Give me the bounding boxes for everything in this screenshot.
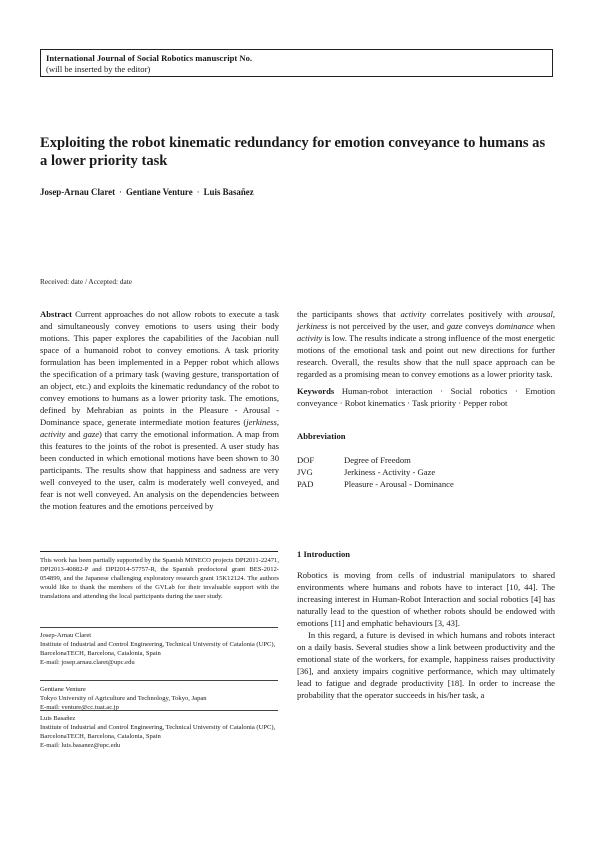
keywords-label: Keywords (297, 386, 335, 396)
abbreviation-row: DOF Degree of Freedom (297, 455, 411, 465)
keywords-text: Human-robot interaction · Social robotics · Emotion conveyance · Robot kinematics · Task priority · Pepper robot (297, 386, 555, 408)
author-address-3: Luis Basañez Institute of Industrial and Control Engineering, Technical University of Catalonia (UPC), BarcelonaTECH, Barcelona, Catalonia, Spain E-mail: luis.basanez@upc.edu (40, 715, 276, 749)
footnote-rule (40, 551, 278, 552)
journal-header-box (40, 49, 553, 77)
intro-paragraph-1: Robotics is moving from cells of industrial manipulators to shared environments where humans and robots have to interact [10, 44]. The increasing interest in Human-Robot Interaction and social robotics [4] has naturally lead to the question of whether robots should be endowed with emotions [11] and emphatic behaviours [3, 43]. (297, 570, 555, 628)
author-2: Gentiane Venture (126, 187, 193, 197)
left-column (40, 308, 279, 512)
author-separator: · (119, 187, 122, 197)
author-3: Luis Basañez (203, 187, 254, 197)
abstract-continuation: the participants shows that activity correlates positively with arousal, jerkiness is not perceived by the user, and gaze conveys dominance when activity is low. The results indicate a strong influence of the most energetic motions of the emotional task and point out new directions for further research. Overall, the results show that the null space approach can be regarded as a promising mean to convey emotions as a lower priority task. (297, 309, 556, 379)
abbreviation-row: PAD Pleasure - Arousal - Dominance (297, 479, 454, 489)
abbreviation-row: JVG Jerkiness - Activity - Gaze (297, 467, 436, 477)
abbreviation-heading: Abbreviation (297, 431, 346, 441)
journal-note: (will be inserted by the editor) (46, 64, 151, 74)
funding-footnote: This work has been partially supported by the Spanish MINECO projects DPI2011-22471, DPI2013-40882-P and DPI2014-57757-R, the Spanish predoctoral grant BES-2012-054899, and the Japanese challenging exploratory research grant 15K12124. The authors would like to thank the members of the GVLab for their invaluable support with the translations and attending the local participants during the user study. (40, 557, 279, 600)
author-address-2: Gentiane Venture Tokyo University of Agriculture and Technology, Tokyo, Japan E-mail: venture@cc.tuat.ac.jp (40, 686, 207, 711)
intro-paragraph-2: In this regard, a future is devised in which humans and robots interact on a daily basis. Several studies show a link between productivity and the emotional state of the workers, for example, happiness raises productivity [36], and anxiety impairs cognitive performance, which may ultimately lead to fatigue and degrade productivity [18]. In order to increase the probability that the operator succeeds in his/her task, a (297, 630, 555, 700)
address-divider (40, 680, 278, 681)
abstract-paragraph: Abstract Current approaches do not allow robots to execute a task and simultaneously convey emotions to users using their body motions. This paper explores the capabilities of the Jacobian null space of a humanoid robot to convey emotions. A task priority formulation has been implemented in a Pepper robot which allows the specification of a primary task (waving gesture, transportation of an object, etc.) and exploits the kinematic redundancy of the robot to convey emotions to humans as a lower priority task. The emotions, defined by Mehrabian as points in the Pleasure - Arousal - Dominance space, generate intermediate motion features (jerkiness, activity and gaze) that carry the emotional information. A map from this features to the joints of the robot is presented. A user study has been conducted in which emotional motions have been shown to 30 participants. The results show that happiness and sadness are very well conveyed to the user, calm is moderately well conveyed, and fear is not well conveyed. An analysis on the dependencies between the motion features and the emotions perceived by (40, 309, 279, 511)
abstract-label: Abstract (40, 309, 72, 319)
author-address-1: Josep-Arnau Claret Institute of Industrial and Control Engineering, Technical University of Catalonia (UPC), BarcelonaTECH, Barcelona, Catalonia, Spain E-mail: josep.arnau.claret@upc.edu (40, 632, 276, 666)
address-divider (40, 627, 278, 628)
journal-name: International Journal of Social Robotics manuscript No. (46, 53, 253, 63)
paper-title: Exploiting the robot kinematic redundancy for emotion conveyance to humans as a lower priority task (40, 135, 546, 169)
author-1: Josep-Arnau Claret (40, 187, 116, 197)
received-accepted-line: Received: date / Accepted: date (40, 277, 132, 286)
author-separator: · (196, 187, 200, 197)
author-list (40, 187, 555, 198)
section-heading-introduction: 1 Introduction (297, 549, 351, 559)
right-column (297, 308, 555, 701)
keywords-paragraph (297, 385, 555, 409)
address-divider (40, 710, 278, 711)
